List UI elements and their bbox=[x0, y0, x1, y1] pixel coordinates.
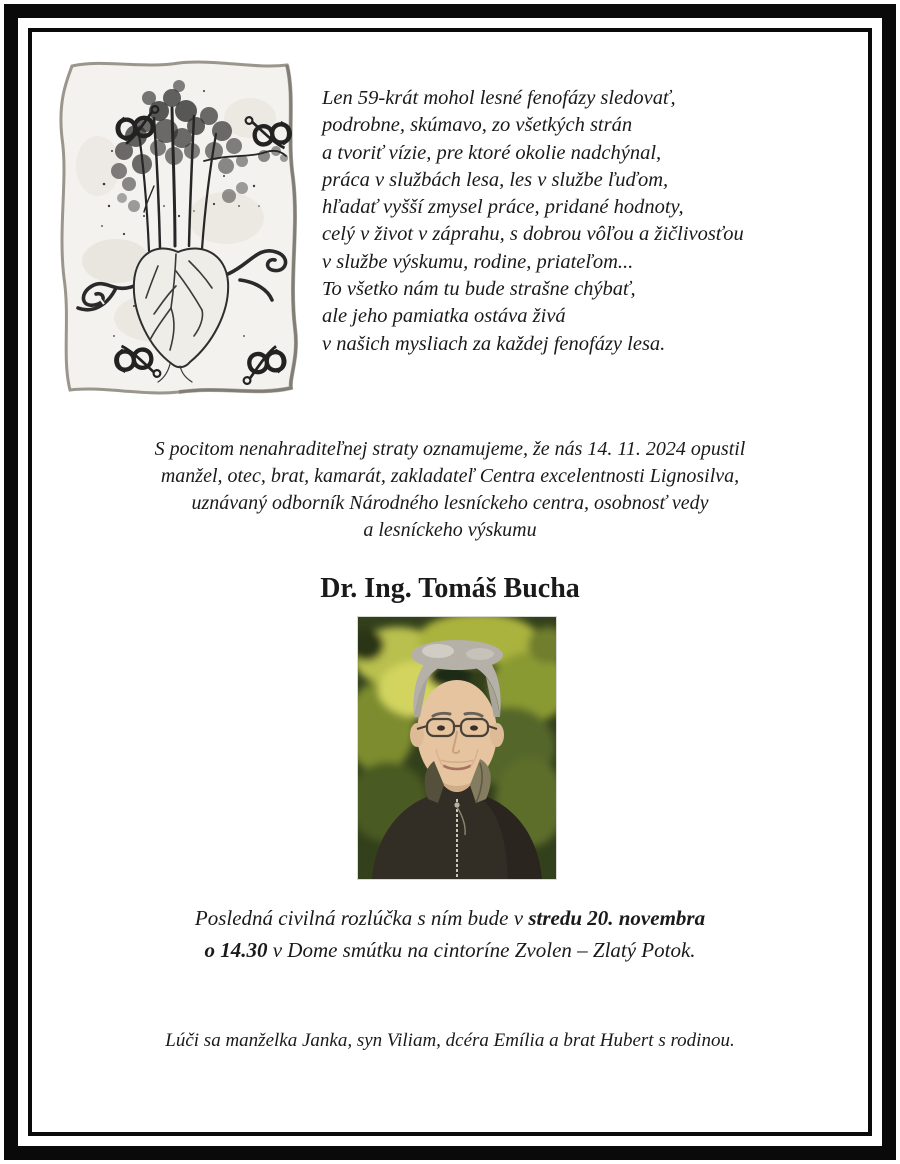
tree-heart-engraving-svg bbox=[54, 56, 304, 400]
announcement-line: S pocitom nenahraditeľnej straty oznamujeme, že nás 14. 11. 2024 opustil bbox=[154, 438, 746, 460]
farewell-line bbox=[40, 902, 860, 934]
poem-line: hľadať vyšší zmysel práce, pridané hodnoty, bbox=[322, 196, 684, 219]
death-announcement bbox=[40, 436, 860, 544]
farewell-time: o 14.30 bbox=[204, 938, 268, 962]
poem-line: ale jeho pamiatka ostáva živá bbox=[322, 305, 566, 328]
farewell-date: stredu 20. novembra bbox=[528, 906, 706, 930]
poem-line: Len 59-krát mohol lesné fenofázy sledovať, bbox=[322, 87, 676, 109]
portrait-photo-svg bbox=[358, 617, 556, 879]
farewell-line bbox=[40, 934, 860, 966]
farewell-place: v Dome smútku na cintoríne Zvolen – Zlatý Potok. bbox=[267, 938, 696, 962]
poem-line: a tvoriť vízie, pre ktoré okolie nadchýnal, bbox=[322, 141, 662, 164]
announcement-line: uznávaný odborník Národného lesníckeho centra, osobnosť vedy bbox=[191, 492, 709, 514]
farewell-text: Posledná civilná rozlúčka s ním bude v bbox=[194, 906, 529, 930]
poem-line: podrobne, skúmavo, zo všetkých strán bbox=[322, 114, 633, 137]
family-farewell-line: Lúči sa manželka Janka, syn Viliam, dcéra Emília a brat Hubert s rodinou. bbox=[165, 1030, 735, 1051]
tree-heart-engraving-illustration bbox=[54, 56, 304, 400]
memorial-poem bbox=[322, 85, 862, 358]
poem-line: v službe výskumu, rodine, priateľom... bbox=[322, 250, 634, 273]
poem-line: práca v službách lesa, les v službe ľuďom, bbox=[322, 168, 669, 191]
announcement-line: manžel, otec, brat, kamarát, zakladateľ Centra excelentnosti Lignosilva, bbox=[160, 465, 740, 487]
deceased-name: Dr. Ing. Tomáš Bucha bbox=[320, 573, 580, 604]
poem-line: celý v život v záprahu, s dobrou vôľou a žičlivosťou bbox=[322, 223, 744, 246]
portrait-photo bbox=[358, 617, 556, 879]
announcement-line: a lesníckeho výskumu bbox=[363, 519, 537, 541]
poem-line: v našich mysliach za každej fenofázy lesa. bbox=[322, 332, 666, 355]
farewell-info bbox=[40, 902, 860, 966]
poem-line: To všetko nám tu bude strašne chýbať, bbox=[322, 278, 636, 301]
